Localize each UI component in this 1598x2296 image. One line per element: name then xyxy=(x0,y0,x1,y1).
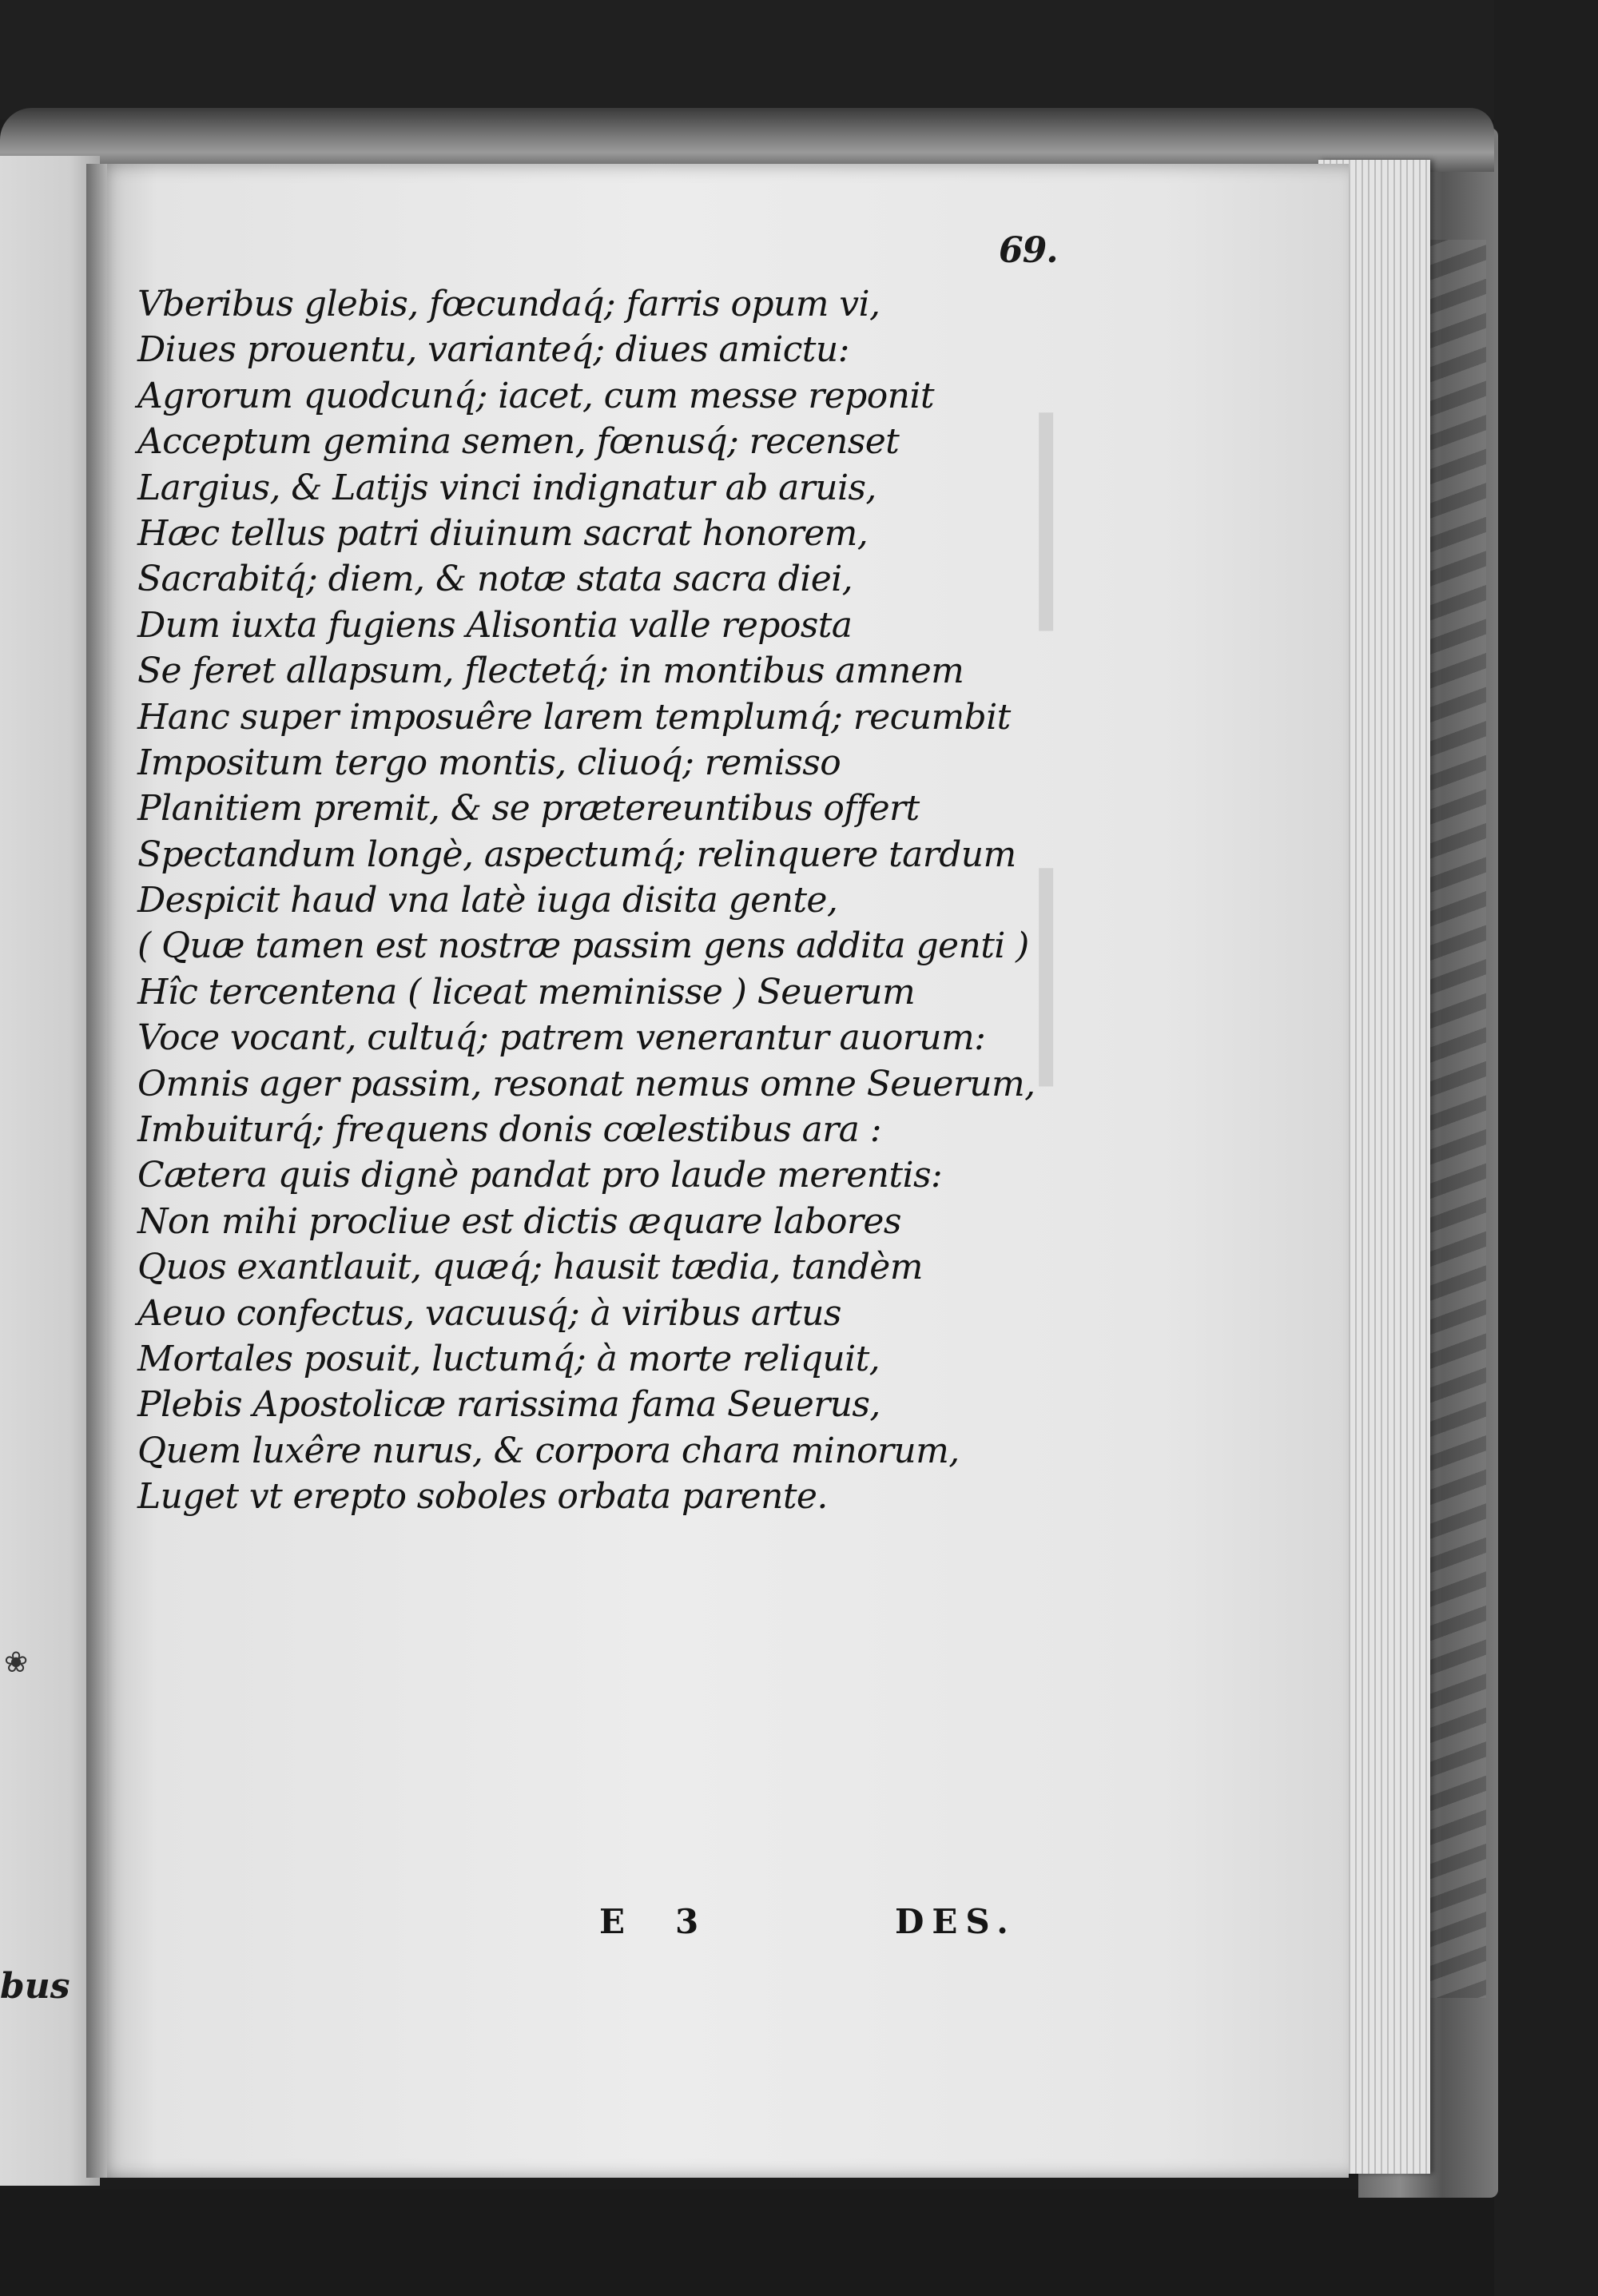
verse-line: Hîc tercentena ( liceat meminisse ) Seuerum xyxy=(137,971,916,1013)
verse-line: Dum iuxta fugiens Alisontia valle reposta xyxy=(137,604,853,646)
catchword: DES. xyxy=(895,1902,1016,1941)
verse-line: Diues prouentu, varianteq́; diues amictu: xyxy=(137,329,849,371)
verse-line: Cætera quis dignè pandat pro laude merentis: xyxy=(137,1155,943,1196)
verse-line: Se feret allapsum, flectetq́; in montibus amnem xyxy=(137,651,964,692)
verse-line: Voce vocant, cultuq́; patrem venerantur auorum: xyxy=(137,1017,986,1059)
verse-line: Luget vt erepto soboles orbata parente. xyxy=(137,1476,828,1518)
verse-line: Non mihi procliue est dictis æquare labores xyxy=(137,1200,901,1242)
verse-line: Plebis Apostolicæ rarissima fama Seuerus, xyxy=(137,1384,880,1426)
show-through-initial-upper: │ xyxy=(991,416,1102,629)
verse-line: Agrorum quodcunq́; iacet, cum messe reponit xyxy=(137,375,934,416)
verse-line: Hæc tellus patri diuinum sacrat honorem, xyxy=(137,512,869,554)
verse-line: Vberibus glebis, fœcundaq́; farris opum vi, xyxy=(137,284,880,324)
printer-ornament-icon: ❀ xyxy=(4,1646,29,1679)
verse-line: Aeuo confectus, vacuusq́; à viribus artus xyxy=(137,1292,841,1334)
verse-line: Imbuiturq́; frequens donis cœlestibus ara : xyxy=(137,1109,881,1151)
background-top xyxy=(0,0,1598,120)
verse-line: Sacrabitq́; diem, & notæ stata sacra diei, xyxy=(137,559,853,600)
background-right xyxy=(1494,0,1598,2296)
facing-page-fragment: bus xyxy=(0,1966,70,2007)
background-bottom xyxy=(0,2190,1598,2296)
signature-number: 3 xyxy=(675,1902,699,1941)
verse-line: Despicit haud vna latè iuga disita gente, xyxy=(137,880,838,921)
verse-line: Hanc super imposuêre larem templumq́; recumbit xyxy=(137,696,1011,738)
book-top-edge xyxy=(0,108,1494,172)
facing-page-strip xyxy=(0,156,100,2186)
verse-line: Mortales posuit, luctumq́; à morte reliquit, xyxy=(137,1338,880,1379)
verse-line: Spectandum longè, aspectumq́; relinquere tardum xyxy=(137,834,1016,875)
folio-number: 69. xyxy=(999,230,1058,271)
verse-line: Impositum tergo montis, cliuoq́; remisso xyxy=(137,742,841,783)
signature-line xyxy=(599,1902,1047,1950)
verse-line: Planitiem premit, & se prætereuntibus offert xyxy=(137,788,920,830)
signature-mark: E xyxy=(599,1902,626,1941)
page-gutter xyxy=(86,164,107,2178)
poem-text xyxy=(137,281,1192,1520)
verse-line: Omnis ager passim, resonat nemus omne Seuerum, xyxy=(137,1063,1036,1104)
verse-line: Largius, & Latijs vinci indignatur ab aruis, xyxy=(137,467,877,508)
verse-line: Quos exantlauit, quæq́; hausit tædia, tandèm xyxy=(137,1247,923,1288)
verse-line: Acceptum gemina semen, fœnusq́; recenset xyxy=(137,421,900,463)
verse-line: Quem luxêre nurus, & corpora chara minorum, xyxy=(137,1430,960,1471)
show-through-initial-lower: │ xyxy=(991,871,1102,1084)
verse-line: ( Quæ tamen est nostræ passim gens addita genti ) xyxy=(137,925,1029,967)
